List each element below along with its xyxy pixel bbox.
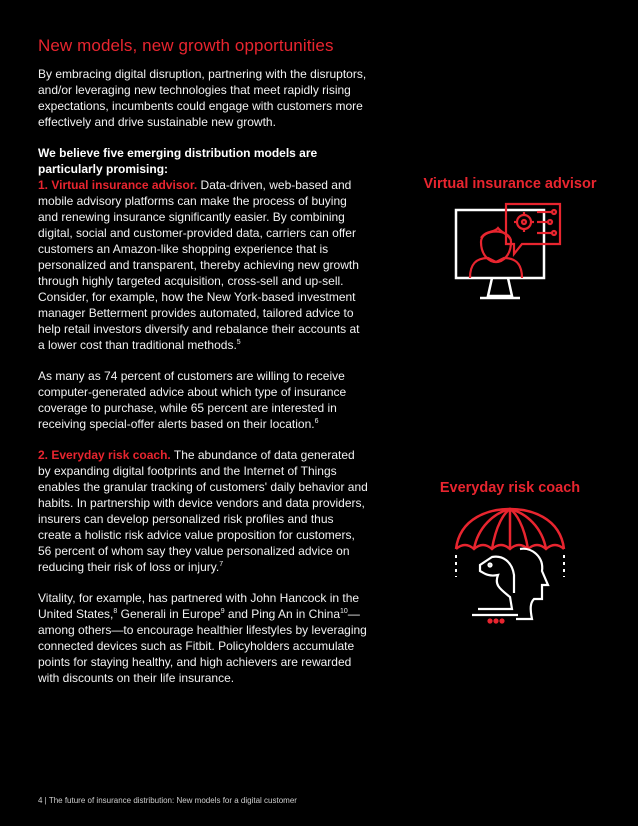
vitality-text-c: and Ping An in China [224,607,341,621]
section-body-advisor: Data-driven, web-based and mobile advisory platforms can make the process of buying and renewing insurance significantly easier. By combining digital, social and customer-provided data, carriers can offer customers an Amazon-like shopping experience that is personalized and transparent, thereby achieving new growth through highly targeted acquisition, cross-sell and up-sell. Consider, for example, how the New York-based investment manager Betterment provides automated, tailored advice to help retail investors diversify and rebalance their accounts at a lower cost than traditional methods. [38,178,360,352]
vitality-text-a: Vitality, for example, has partnered with John Hancock in the United States, [38,591,360,621]
footnote-ref: 9 [220,608,225,615]
caption-virtual-advisor: Virtual insurance advisor [423,176,597,192]
lead-heading: We believe five emerging distribution models are particularly promising: [38,146,318,176]
footnote-ref: 8 [113,608,118,615]
page-title: New models, new growth opportunities [38,36,334,55]
section-heading-coach: 2. Everyday risk coach. [38,448,171,462]
section-virtual-advisor [38,177,368,353]
page-footer: 4 | The future of insurance distribution: New models for a digital customer [38,796,297,805]
caption-risk-coach: Everyday risk coach [439,480,581,496]
advisor-stat-paragraph [38,368,368,432]
section-risk-coach [38,447,368,575]
advisor-stat-text: As many as 74 percent of customers are willing to receive computer-generated advice about which type of insurance coverage to purchase, while 65 percent are interested in receiving special-offer alerts based on their location. [38,369,347,431]
footnote-ref: 5 [236,339,241,346]
section-body-coach: The abundance of data generated by expanding digital footprints and the Internet of Things enables the granular tracking of customers' daily behavior and habits. In partnership with device vendors and data providers, insurers can develop personalized risk profiles and thus create a holistic risk advice value proposition for customers, 56 percent of whom say they value personalized advice on reducing their risk of loss or injury. [38,448,368,574]
umbrella-chess-icon [450,505,570,635]
footnote-ref: 10 [340,608,348,615]
main-column [38,66,368,701]
vitality-text-d: —among others—to encourage healthier lifestyles by leveraging connected devices such as Fitbit. Policyholders accumulate points for staying healthy, and high achievers are rewarded with discounts on their life insurance. [38,607,367,685]
section-heading-advisor: 1. Virtual insurance advisor. [38,178,198,192]
footnote-ref: 7 [219,561,224,568]
footnote-ref: 6 [314,418,319,425]
intro-paragraph: By embracing digital disruption, partnering with the disruptors, and/or leveraging new technologies that meet rapidly rising expectations, incumbents could engage with customers more effectively and drive sustainable new growth. [38,67,367,129]
vitality-paragraph [38,590,368,686]
vitality-text-b: Generali in Europe [117,607,221,621]
monitor-advisor-icon [448,200,576,306]
